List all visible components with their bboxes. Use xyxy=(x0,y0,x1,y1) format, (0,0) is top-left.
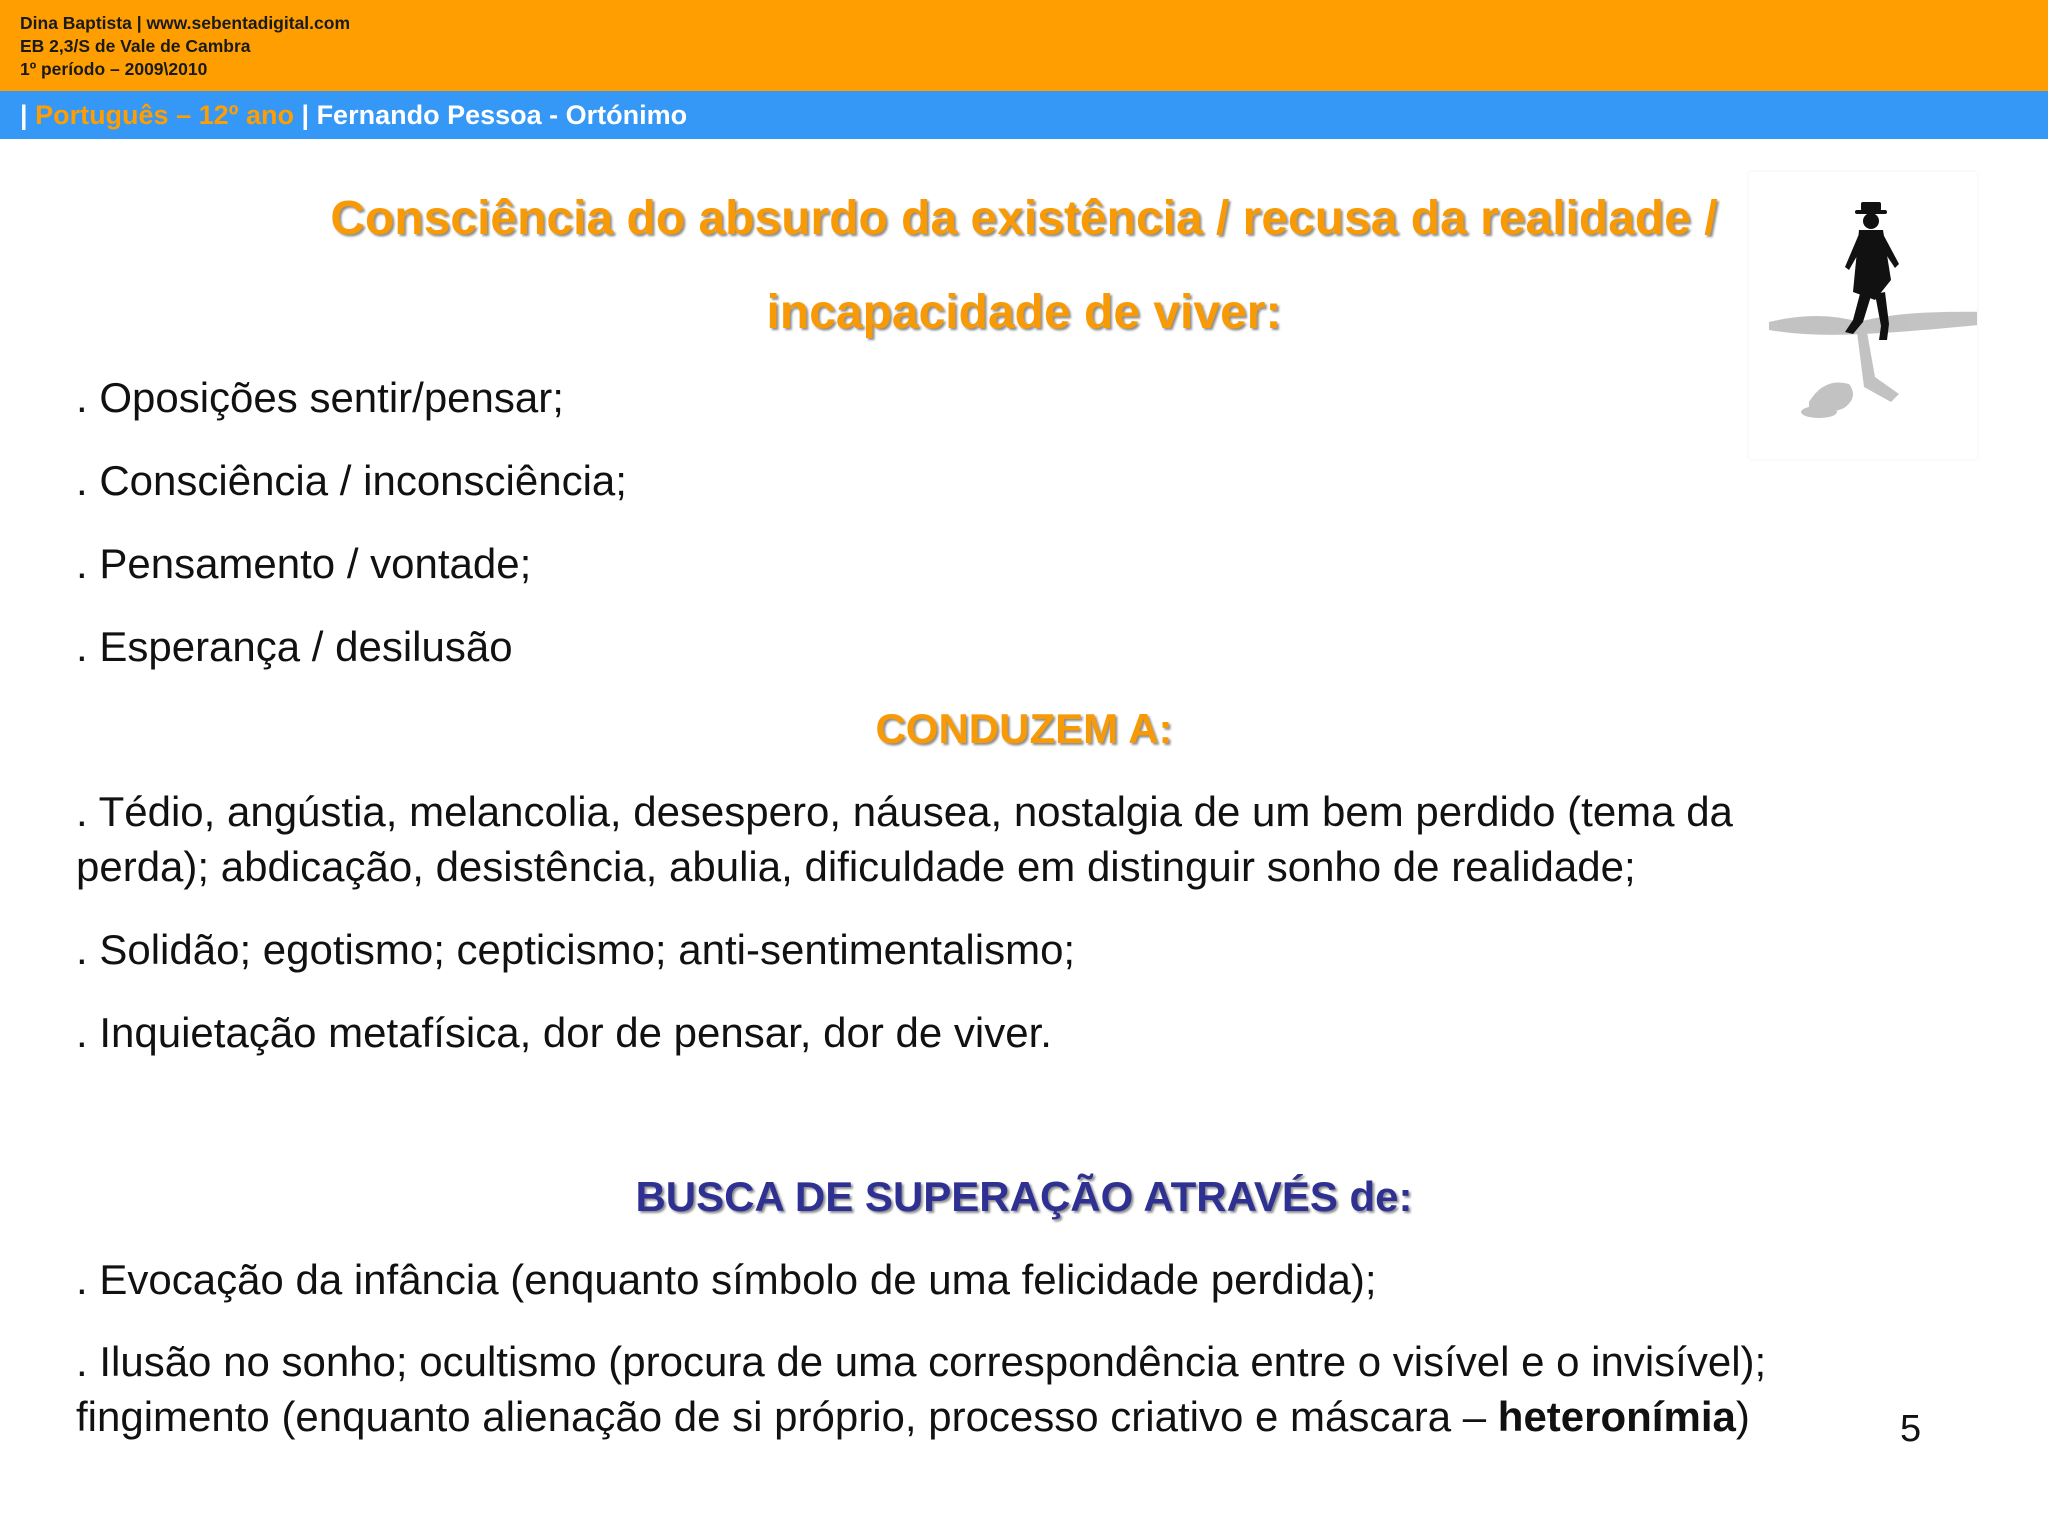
list-item-continuation: perda); abdicação, desistência, abulia, dificuldade em distinguir sonho de realidade; xyxy=(76,843,1636,890)
header-school: EB 2,3/S de Vale de Cambra xyxy=(20,36,251,56)
list-item: . Esperança / desilusão xyxy=(76,623,513,670)
subheader-separator: | xyxy=(294,100,317,130)
subheader-prefix: | xyxy=(20,100,36,130)
subheader-text xyxy=(20,98,687,132)
subheader-topic: Fernando Pessoa - Ortónimo xyxy=(316,100,688,130)
list-item: . Tédio, angústia, melancolia, desespero, náusea, nostalgia de um bem perdido (tema da xyxy=(76,788,1733,835)
list-item-continuation xyxy=(76,1390,1750,1444)
header-author: Dina Baptista | www.sebentadigital.com xyxy=(20,13,351,33)
list-item: . Solidão; egotismo; cepticismo; anti-sentimentalismo; xyxy=(76,926,1076,973)
page-number: 5 xyxy=(1900,1408,1922,1450)
list-item-text: fingimento (enquanto alienação de si próprio, processo criativo e máscara – xyxy=(76,1393,1498,1440)
list-item: . Oposições sentir/pensar; xyxy=(76,374,564,421)
list-item: . Evocação da infância (enquanto símbolo de uma felicidade perdida); xyxy=(76,1256,1377,1303)
closing-paren: ) xyxy=(1735,1393,1750,1440)
slide-title-line2: incapacidade de viver: xyxy=(766,286,1282,339)
heteronimia-bold: heteronímia xyxy=(1497,1393,1736,1440)
list-item: . Consciência / inconsciência; xyxy=(76,457,627,504)
header-period: 1º período – 2009\2010 xyxy=(20,59,208,79)
conduzem-heading: CONDUZEM A: xyxy=(875,705,1173,752)
header-info xyxy=(20,12,350,81)
list-item: . Ilusão no sonho; ocultismo (procura de uma correspondência entre o visível e o invisível); xyxy=(76,1338,1767,1385)
subheader-subject: Português – 12º ano xyxy=(35,100,294,130)
list-item: . Inquietação metafísica, dor de pensar, dor de viver. xyxy=(76,1009,1052,1056)
list-item: . Pensamento / vontade; xyxy=(76,540,532,587)
slide-title-line1: Consciência do absurdo da existência / recusa da realidade / xyxy=(330,192,1718,245)
busca-heading: BUSCA DE SUPERAÇÃO ATRAVÉS de: xyxy=(635,1173,1413,1220)
